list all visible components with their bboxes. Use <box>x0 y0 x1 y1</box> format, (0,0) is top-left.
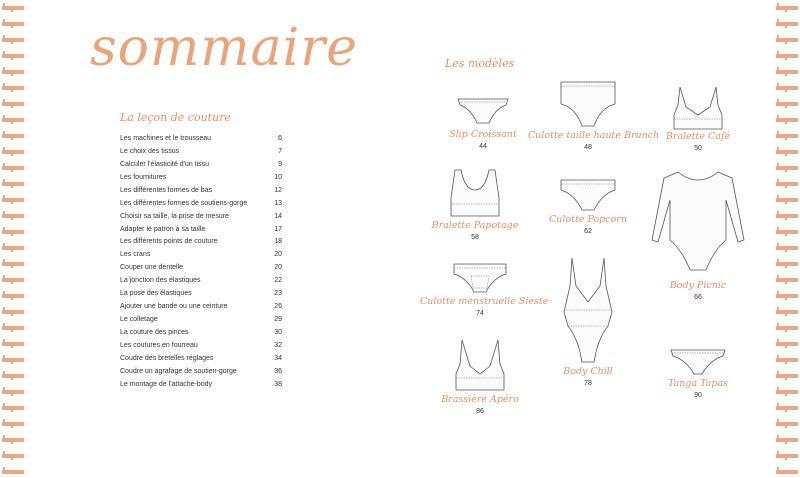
model-name: Bralette Papotage <box>431 220 519 231</box>
toc-entry[interactable] <box>120 197 282 210</box>
toc-entry-label: Le choix des tissus <box>120 147 180 155</box>
toc-entry-label: Ajouter une bande ou une ceinture <box>120 303 228 311</box>
toc-entry[interactable] <box>120 300 282 313</box>
model-body-picnic[interactable] <box>648 170 748 301</box>
toc-entry-label: Couper une dentelle <box>120 264 184 272</box>
toc-entry-page: 36 <box>274 367 282 375</box>
toc-entry-label: Le colletage <box>120 316 158 324</box>
model-page: 44 <box>479 143 487 150</box>
toc-entry[interactable] <box>120 132 282 145</box>
model-name: Bralette Café <box>665 131 731 142</box>
brief-icon <box>455 95 511 129</box>
table-of-contents <box>120 132 282 391</box>
bralette-icon <box>445 168 505 220</box>
toc-entry-label: La couture des pinces <box>120 329 189 337</box>
toc-entry[interactable] <box>120 365 282 378</box>
brief-icon <box>558 178 618 214</box>
model-name: Brassière Apéro <box>441 394 519 405</box>
toc-entry-label: Les machines et le trousseau <box>120 134 212 142</box>
toc-entry-label: Les fournitures <box>120 173 167 181</box>
toc-entry[interactable] <box>120 223 282 236</box>
model-page: 48 <box>584 144 592 151</box>
toc-entry-label: La pose des élastiques <box>120 290 192 298</box>
toc-entry-label: Coudre des bretelles réglages <box>120 354 214 362</box>
toc-entry-page: 20 <box>274 251 282 259</box>
model-page: 66 <box>694 294 702 301</box>
model-page: 86 <box>476 408 484 415</box>
toc-entry[interactable] <box>120 158 282 171</box>
toc-entry[interactable] <box>120 145 282 158</box>
toc-entry-page: 23 <box>274 290 282 298</box>
model-page: 58 <box>471 234 479 241</box>
bodysuit-icon <box>558 256 618 366</box>
toc-entry-page: 20 <box>274 264 282 272</box>
toc-entry-page: 22 <box>274 277 282 285</box>
model-name: Body Chill <box>563 366 613 377</box>
model-name: Slip Croissant <box>449 129 517 140</box>
toc-entry-label: Choisir sa taille, la prise de mesure <box>120 212 229 220</box>
model-culotte-popcorn[interactable] <box>538 178 638 235</box>
model-name: Tanga Tapas <box>667 378 729 389</box>
toc-entry-page: 18 <box>274 238 282 246</box>
toc-entry-page: 30 <box>274 329 282 337</box>
toc-entry-label: Les différentes formes de bas <box>120 186 213 194</box>
model-name: Body Picnic <box>669 280 727 291</box>
toc-entry-page: 10 <box>274 173 282 181</box>
toc-entry-page: 32 <box>274 341 282 349</box>
toc-entry-page: 29 <box>274 316 282 324</box>
toc-entry-page: 14 <box>274 212 282 220</box>
toc-entry-label: Les coutures en fourreau <box>120 341 198 349</box>
model-culotte-brunch[interactable] <box>528 80 660 151</box>
toc-entry-page: 38 <box>274 380 282 388</box>
model-tanga-tapas[interactable] <box>648 348 748 399</box>
model-name: Culotte Popcorn <box>549 214 627 225</box>
toc-entry[interactable] <box>120 248 282 261</box>
toc-entry[interactable] <box>120 352 282 365</box>
toc-entry-page: 34 <box>274 354 282 362</box>
decorative-border-left <box>2 0 24 478</box>
model-bralette-cafe[interactable] <box>653 85 743 152</box>
toc-entry[interactable] <box>120 326 282 339</box>
model-body-chill[interactable] <box>538 256 638 387</box>
bodysuit-icon <box>648 170 748 280</box>
page-title: sommaire <box>90 18 358 78</box>
toc-entry[interactable] <box>120 287 282 300</box>
model-page: 78 <box>584 380 592 387</box>
model-culotte-sieste[interactable] <box>420 262 549 317</box>
toc-entry-label: Adapter le patron à sa taille <box>120 225 206 233</box>
toc-entry-label: La jonction des élastiques <box>120 277 201 285</box>
brief-icon <box>451 262 509 296</box>
toc-heading: La leçon de couture <box>120 111 231 124</box>
decorative-border-right <box>776 0 798 478</box>
model-page: 62 <box>584 228 592 235</box>
toc-entry-label: Calculer l'élasticité d'un tissu <box>120 160 210 168</box>
toc-entry-page: 12 <box>274 186 282 194</box>
toc-entry[interactable] <box>120 184 282 197</box>
toc-entry[interactable] <box>120 261 282 274</box>
brief-icon <box>668 348 728 378</box>
toc-entry-label: Coudre un agrafage de soutien-gorge <box>120 367 237 375</box>
toc-entry-page: 6 <box>278 134 282 142</box>
model-page: 50 <box>694 145 702 152</box>
toc-entry-page: 9 <box>278 160 282 168</box>
toc-entry-label: Les différentes formes de soutiens-gorge <box>120 199 248 207</box>
toc-entry[interactable] <box>120 171 282 184</box>
models-heading: Les modèles <box>445 57 515 70</box>
model-brassiere-apero[interactable] <box>430 338 530 415</box>
model-page: 74 <box>476 310 484 317</box>
toc-entry-label: Les différents points de couture <box>120 238 218 246</box>
toc-entry[interactable] <box>120 378 282 391</box>
toc-entry[interactable] <box>120 236 282 249</box>
toc-entry-page: 17 <box>274 225 282 233</box>
toc-entry-label: Les crans <box>120 251 151 259</box>
bralette-icon <box>450 338 510 394</box>
bralette-icon <box>670 85 726 131</box>
high-waist-icon <box>558 80 618 130</box>
toc-entry-page: 13 <box>274 199 282 207</box>
toc-entry-page: 7 <box>278 147 282 155</box>
model-page: 90 <box>694 392 702 399</box>
toc-entry-label: Le montage de l'attache-body <box>120 380 213 388</box>
toc-entry[interactable] <box>120 210 282 223</box>
toc-entry[interactable] <box>120 339 282 352</box>
model-name: Culotte menstruelle Sieste <box>420 296 549 307</box>
model-slip-croissant[interactable] <box>433 95 533 150</box>
toc-entry-page: 26 <box>274 303 282 311</box>
toc-entry[interactable] <box>120 313 282 326</box>
toc-entry[interactable] <box>120 274 282 287</box>
model-name: Culotte taille haute Brunch <box>528 130 660 141</box>
model-bralette-papotage[interactable] <box>425 168 525 241</box>
